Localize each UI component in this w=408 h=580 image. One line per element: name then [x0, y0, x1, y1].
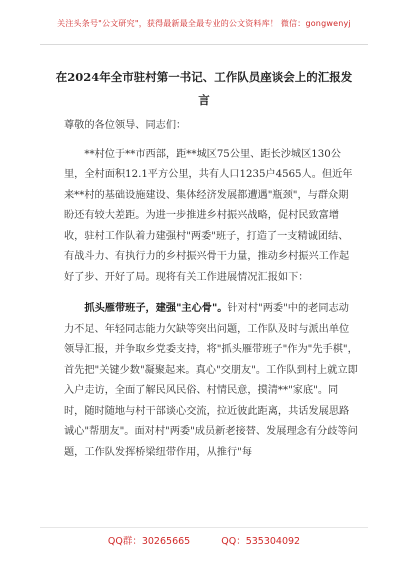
document-body — [64, 116, 358, 463]
section-body: 针对村"两委"中的老同志动力不足、年轻同志能力欠缺等突出问题，工作队及时与派出单位领导汇报，并争取乡党委支持，将"抓头雁带班子"作为"先手棋"，首先把"关键少数"凝聚起来。真心"交朋友"。工作队到村上就立即入户走访，全面了解民风民俗、村情民意，摸清**"家底"。同时，随时随地与村干部谈心交流，拉近彼此距离，共话发展思路诚心"帮朋友"。面对村"两委"成员新老接替、发展理念有分歧等问题，工作队发挥桥梁纽带作用，从推行"每 — [64, 303, 358, 458]
header-divider — [40, 44, 368, 45]
document-title: 在2024年全市驻村第一书记、工作队员座谈会上的汇报发言 — [55, 70, 353, 107]
section-heading: 抓头雁带班子，建强"主心骨"。 — [84, 302, 228, 314]
header-promo-banner: 关注头条号"公文研究"，获得最新最全最专业的公文资料库！ 微信：gongwenyj — [57, 19, 351, 28]
paragraph-intro: **村位于**市西部，距**城区75公里、距长沙城区130公里，全村面积12.1平方公里，共有人口1235户4565人。但近年来**村的基础设施建设、集体经济发展都遭遇"瓶颈"，与群众期盼还有较大差距。为进一步推进乡村振兴战略，促村民致富增收，驻村工作队着力建强村"两委"班子，打造了一支精诚团结、有战斗力、有执行力的乡村振兴骨干力量，推动乡村振兴工作起好了步、开好了局。现将有关工作进展情况汇报如下： — [64, 148, 353, 283]
footer-qq-group: QQ群：30265665 — [107, 536, 191, 547]
footer-divider — [40, 527, 368, 528]
salutation: 尊敬的各位领导、同志们： — [64, 120, 187, 131]
footer-qq-number: QQ：535304092 — [221, 536, 301, 547]
paragraph-section-one — [64, 298, 358, 463]
footer-contact-banner — [0, 533, 408, 547]
